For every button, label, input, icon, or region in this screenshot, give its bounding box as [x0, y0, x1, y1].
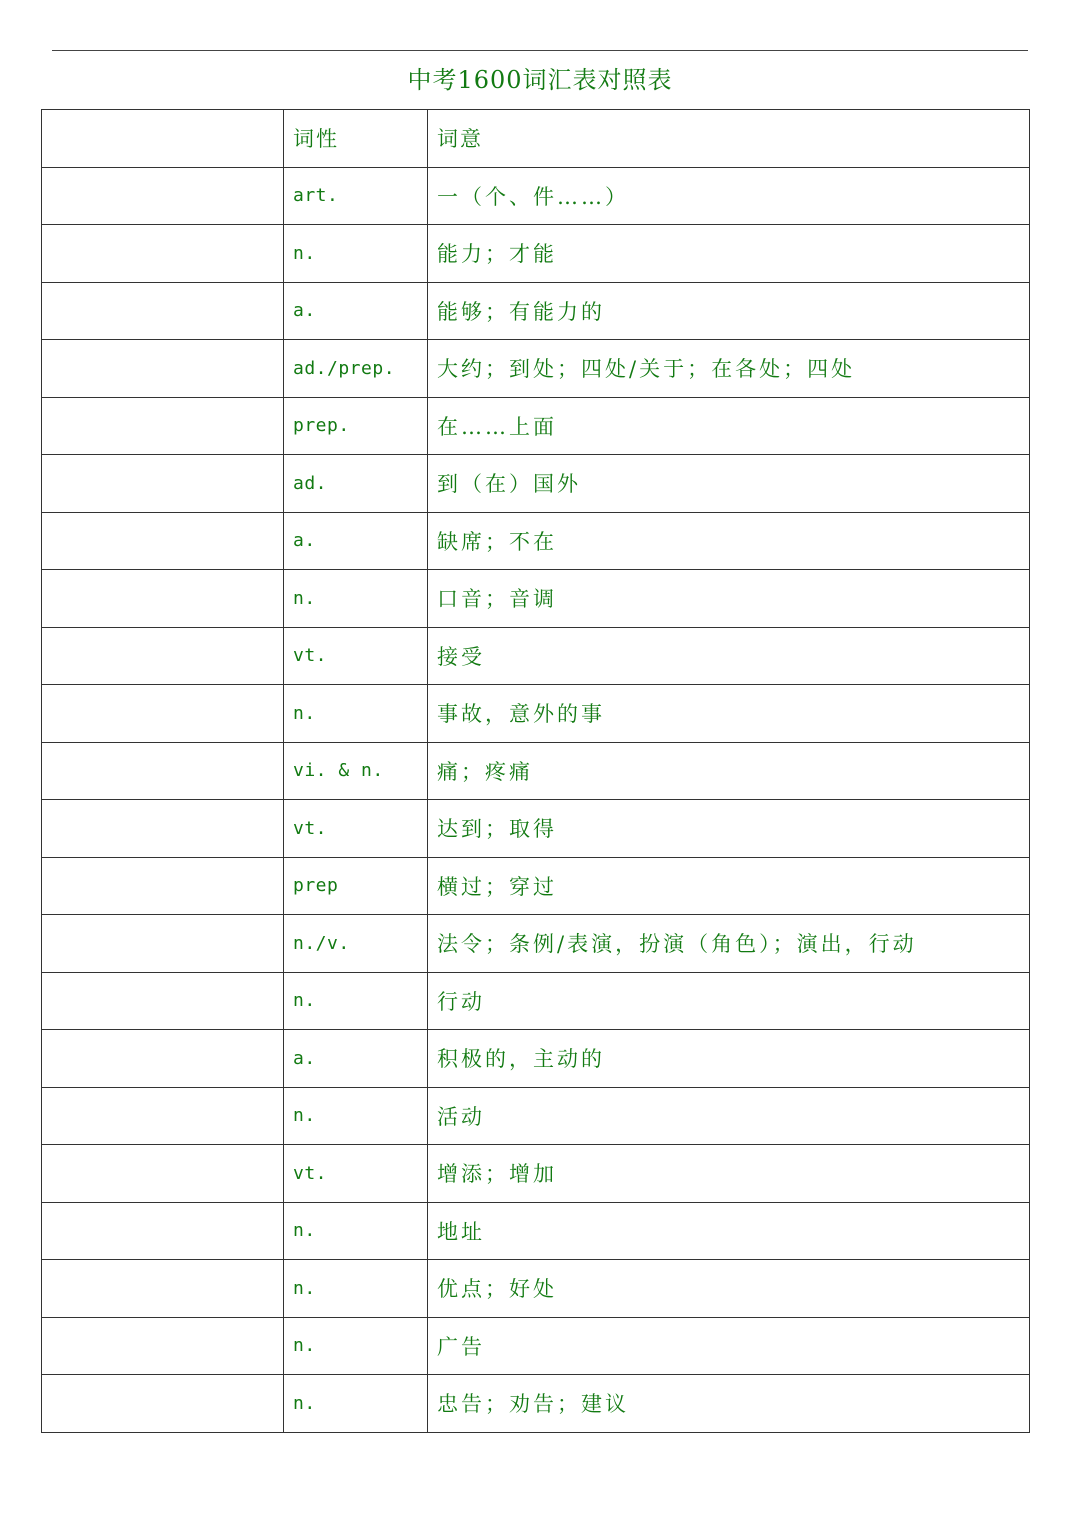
word-cell: [42, 1260, 284, 1318]
meaning-cell: 痛；疼痛: [428, 742, 1030, 800]
table-row: [42, 167, 1030, 225]
pos-cell: vi. & n.: [284, 742, 428, 800]
vocabulary-table: [41, 109, 1030, 1433]
table-header-row: [42, 110, 1030, 168]
word-cell: [42, 742, 284, 800]
table-row: [42, 857, 1030, 915]
table-row: [42, 800, 1030, 858]
word-cell: [42, 1375, 284, 1433]
pos-cell: n.: [284, 1202, 428, 1260]
meaning-cell: 口音；音调: [428, 570, 1030, 628]
meaning-cell: 广告: [428, 1317, 1030, 1375]
meaning-cell: 行动: [428, 972, 1030, 1030]
pos-cell: a.: [284, 1030, 428, 1088]
word-cell: [42, 1087, 284, 1145]
pos-cell: n.: [284, 1260, 428, 1318]
pos-cell: n.: [284, 972, 428, 1030]
word-cell: [42, 685, 284, 743]
pos-cell: n.: [284, 1317, 428, 1375]
pos-cell: vt.: [284, 627, 428, 685]
table-row: [42, 1317, 1030, 1375]
word-cell: [42, 972, 284, 1030]
meaning-cell: 增添；增加: [428, 1145, 1030, 1203]
word-cell: [42, 627, 284, 685]
meaning-cell: 事故，意外的事: [428, 685, 1030, 743]
meaning-cell: 横过；穿过: [428, 857, 1030, 915]
table-row: [42, 225, 1030, 283]
table-row: [42, 742, 1030, 800]
table-row: [42, 1202, 1030, 1260]
header-rule-divider: [52, 50, 1028, 51]
pos-cell: ad./prep.: [284, 340, 428, 398]
meaning-cell: 活动: [428, 1087, 1030, 1145]
table-row: [42, 455, 1030, 513]
pos-cell: a.: [284, 282, 428, 340]
word-cell: [42, 225, 284, 283]
word-cell: [42, 1030, 284, 1088]
meaning-cell: 能够；有能力的: [428, 282, 1030, 340]
word-cell: [42, 512, 284, 570]
pos-cell: vt.: [284, 800, 428, 858]
meaning-cell: 达到；取得: [428, 800, 1030, 858]
meaning-cell: 大约；到处；四处/关于；在各处；四处: [428, 340, 1030, 398]
pos-cell: a.: [284, 512, 428, 570]
table-row: [42, 1260, 1030, 1318]
pos-cell: n.: [284, 685, 428, 743]
table-row: [42, 915, 1030, 973]
table-row: [42, 512, 1030, 570]
word-cell: [42, 800, 284, 858]
word-cell: [42, 397, 284, 455]
meaning-column-header: 词意: [428, 110, 1030, 168]
table-row: [42, 627, 1030, 685]
word-cell: [42, 1145, 284, 1203]
table-row: [42, 685, 1030, 743]
meaning-cell: 缺席；不在: [428, 512, 1030, 570]
meaning-cell: 积极的，主动的: [428, 1030, 1030, 1088]
word-cell: [42, 1202, 284, 1260]
pos-cell: n.: [284, 570, 428, 628]
meaning-cell: 接受: [428, 627, 1030, 685]
document-title: 中考1600词汇表对照表: [407, 66, 673, 94]
table-row: [42, 1030, 1030, 1088]
word-cell: [42, 282, 284, 340]
pos-cell: n.: [284, 1087, 428, 1145]
pos-cell: vt.: [284, 1145, 428, 1203]
meaning-cell: 法令；条例/表演，扮演（角色）；演出，行动: [428, 915, 1030, 973]
table-row: [42, 570, 1030, 628]
pos-column-header: 词性: [284, 110, 428, 168]
meaning-cell: 地址: [428, 1202, 1030, 1260]
table-row: [42, 972, 1030, 1030]
pos-cell: art.: [284, 167, 428, 225]
word-cell: [42, 857, 284, 915]
word-cell: [42, 340, 284, 398]
meaning-cell: 能力；才能: [428, 225, 1030, 283]
table-row: [42, 397, 1030, 455]
table-row: [42, 1145, 1030, 1203]
meaning-cell: 优点；好处: [428, 1260, 1030, 1318]
word-cell: [42, 915, 284, 973]
word-cell: [42, 167, 284, 225]
meaning-cell: 忠告；劝告；建议: [428, 1375, 1030, 1433]
pos-cell: ad.: [284, 455, 428, 513]
table-body: [42, 167, 1030, 1432]
table-row: [42, 1375, 1030, 1433]
meaning-cell: 一（个、件……）: [428, 167, 1030, 225]
pos-cell: prep.: [284, 397, 428, 455]
word-cell: [42, 455, 284, 513]
word-column-header: [42, 110, 284, 168]
pos-cell: n./v.: [284, 915, 428, 973]
meaning-cell: 到（在）国外: [428, 455, 1030, 513]
pos-cell: n.: [284, 225, 428, 283]
table-row: [42, 1087, 1030, 1145]
word-cell: [42, 570, 284, 628]
table-row: [42, 340, 1030, 398]
word-cell: [42, 1317, 284, 1375]
pos-cell: n.: [284, 1375, 428, 1433]
pos-cell: prep: [284, 857, 428, 915]
meaning-cell: 在……上面: [428, 397, 1030, 455]
table-row: [42, 282, 1030, 340]
